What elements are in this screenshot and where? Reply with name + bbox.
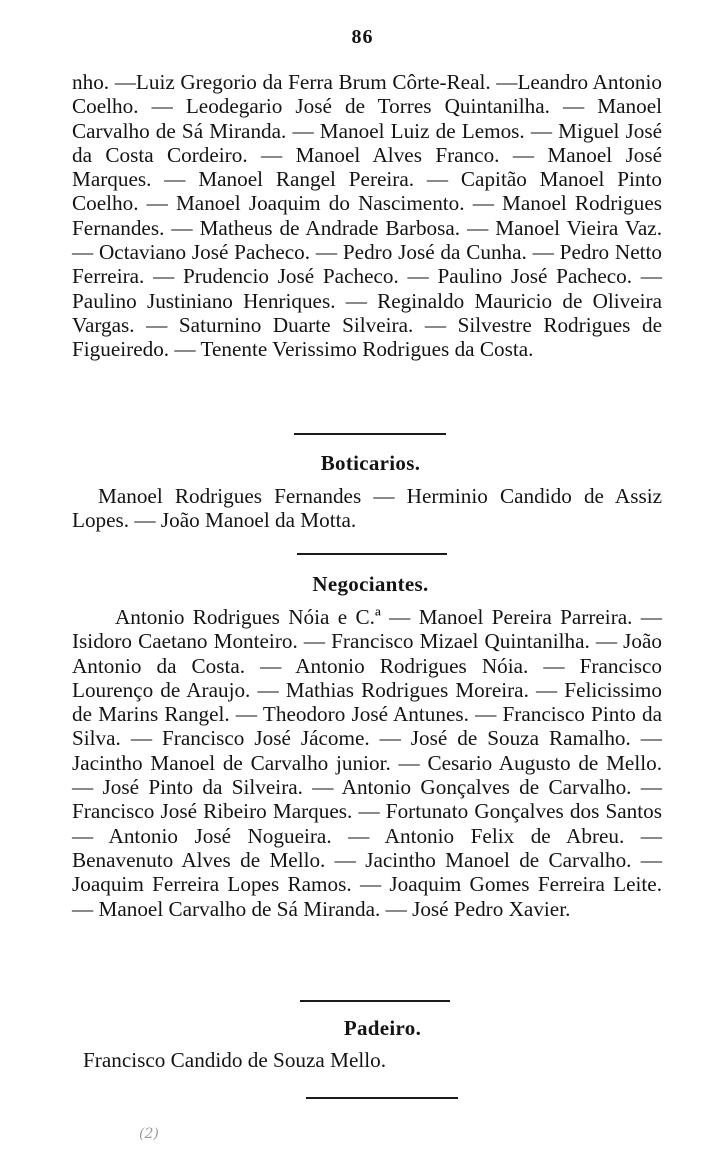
margin-mark: (2)	[139, 1126, 159, 1142]
section-divider	[300, 1000, 450, 1002]
section-heading-padeiro: Padeiro.	[343, 1016, 422, 1040]
section-divider	[297, 553, 447, 555]
section-divider	[306, 1097, 458, 1099]
section-heading-negociantes: Negociantes.	[312, 572, 429, 596]
page-number: 86	[351, 26, 374, 48]
opening-paragraph: nho. —Luiz Gregorio da Ferra Brum Côrte-Real. —Leandro Antonio Coelho. — Leodegario José de Torres Quintanilha. — Manoel Carvalho de Sá Miranda. — Manoel Luiz de Lemos. — Miguel José da Costa Cordeiro. — Manoel Alves Franco. — Manoel José Marques. — Manoel Rangel Pereira. — Capitão Manoel Pinto Coelho. — Manoel Joaquim do Nascimento. — Manoel Rodrigues Fernandes. — Matheus de Andrade Barbosa. — Manoel Vieira Vaz. — Octaviano José Pacheco. — Pedro José da Cunha. — Pedro Netto Ferreira. — Prudencio José Pacheco. — Paulino José Pacheco. — Paulino Justiniano Henriques. — Reginaldo Mauricio de Oliveira Vargas. — Saturnino Duarte Silveira. — Silvestre Rodrigues de Figueiredo. — Tenente Verissimo Rodrigues da Costa.	[72, 70, 662, 362]
section-text-boticarios: Manoel Rodrigues Fernandes — Herminio Candido de Assiz Lopes. — João Manoel da Motta.	[72, 484, 662, 533]
section-heading-boticarios: Boticarios.	[320, 451, 421, 475]
section-text-padeiro: Francisco Candido de Souza Mello.	[83, 1048, 387, 1072]
section-text-negociantes: Antonio Rodrigues Nóia e C.ª — Manoel Pereira Parreira. — Isidoro Caetano Monteiro. — Francisco Mizael Quintanilha. — João Antonio da Costa. — Antonio Rodrigues Nóia. — Francisco Lourenço de Araujo. — Mathias Rodrigues Moreira. — Felicissimo de Marins Rangel. — Theodoro José Antunes. — Francisco Pinto da Silva. — Francisco José Jácome. — José de Souza Ramalho. — Jacintho Manoel de Carvalho junior. — Cesario Augusto de Mello. — José Pinto da Silveira. — Antonio Gonçalves de Carvalho. — Francisco José Ribeiro Marques. — Fortunato Gonçalves dos Santos — Antonio José Nogueira. — Antonio Felix de Abreu. — Benavenuto Alves de Mello. — Jacintho Manoel de Carvalho. — Joaquim Ferreira Lopes Ramos. — Joaquim Gomes Ferreira Leite. — Manoel Carvalho de Sá Miranda. — José Pedro Xavier.	[72, 605, 662, 921]
section-divider	[294, 433, 446, 435]
